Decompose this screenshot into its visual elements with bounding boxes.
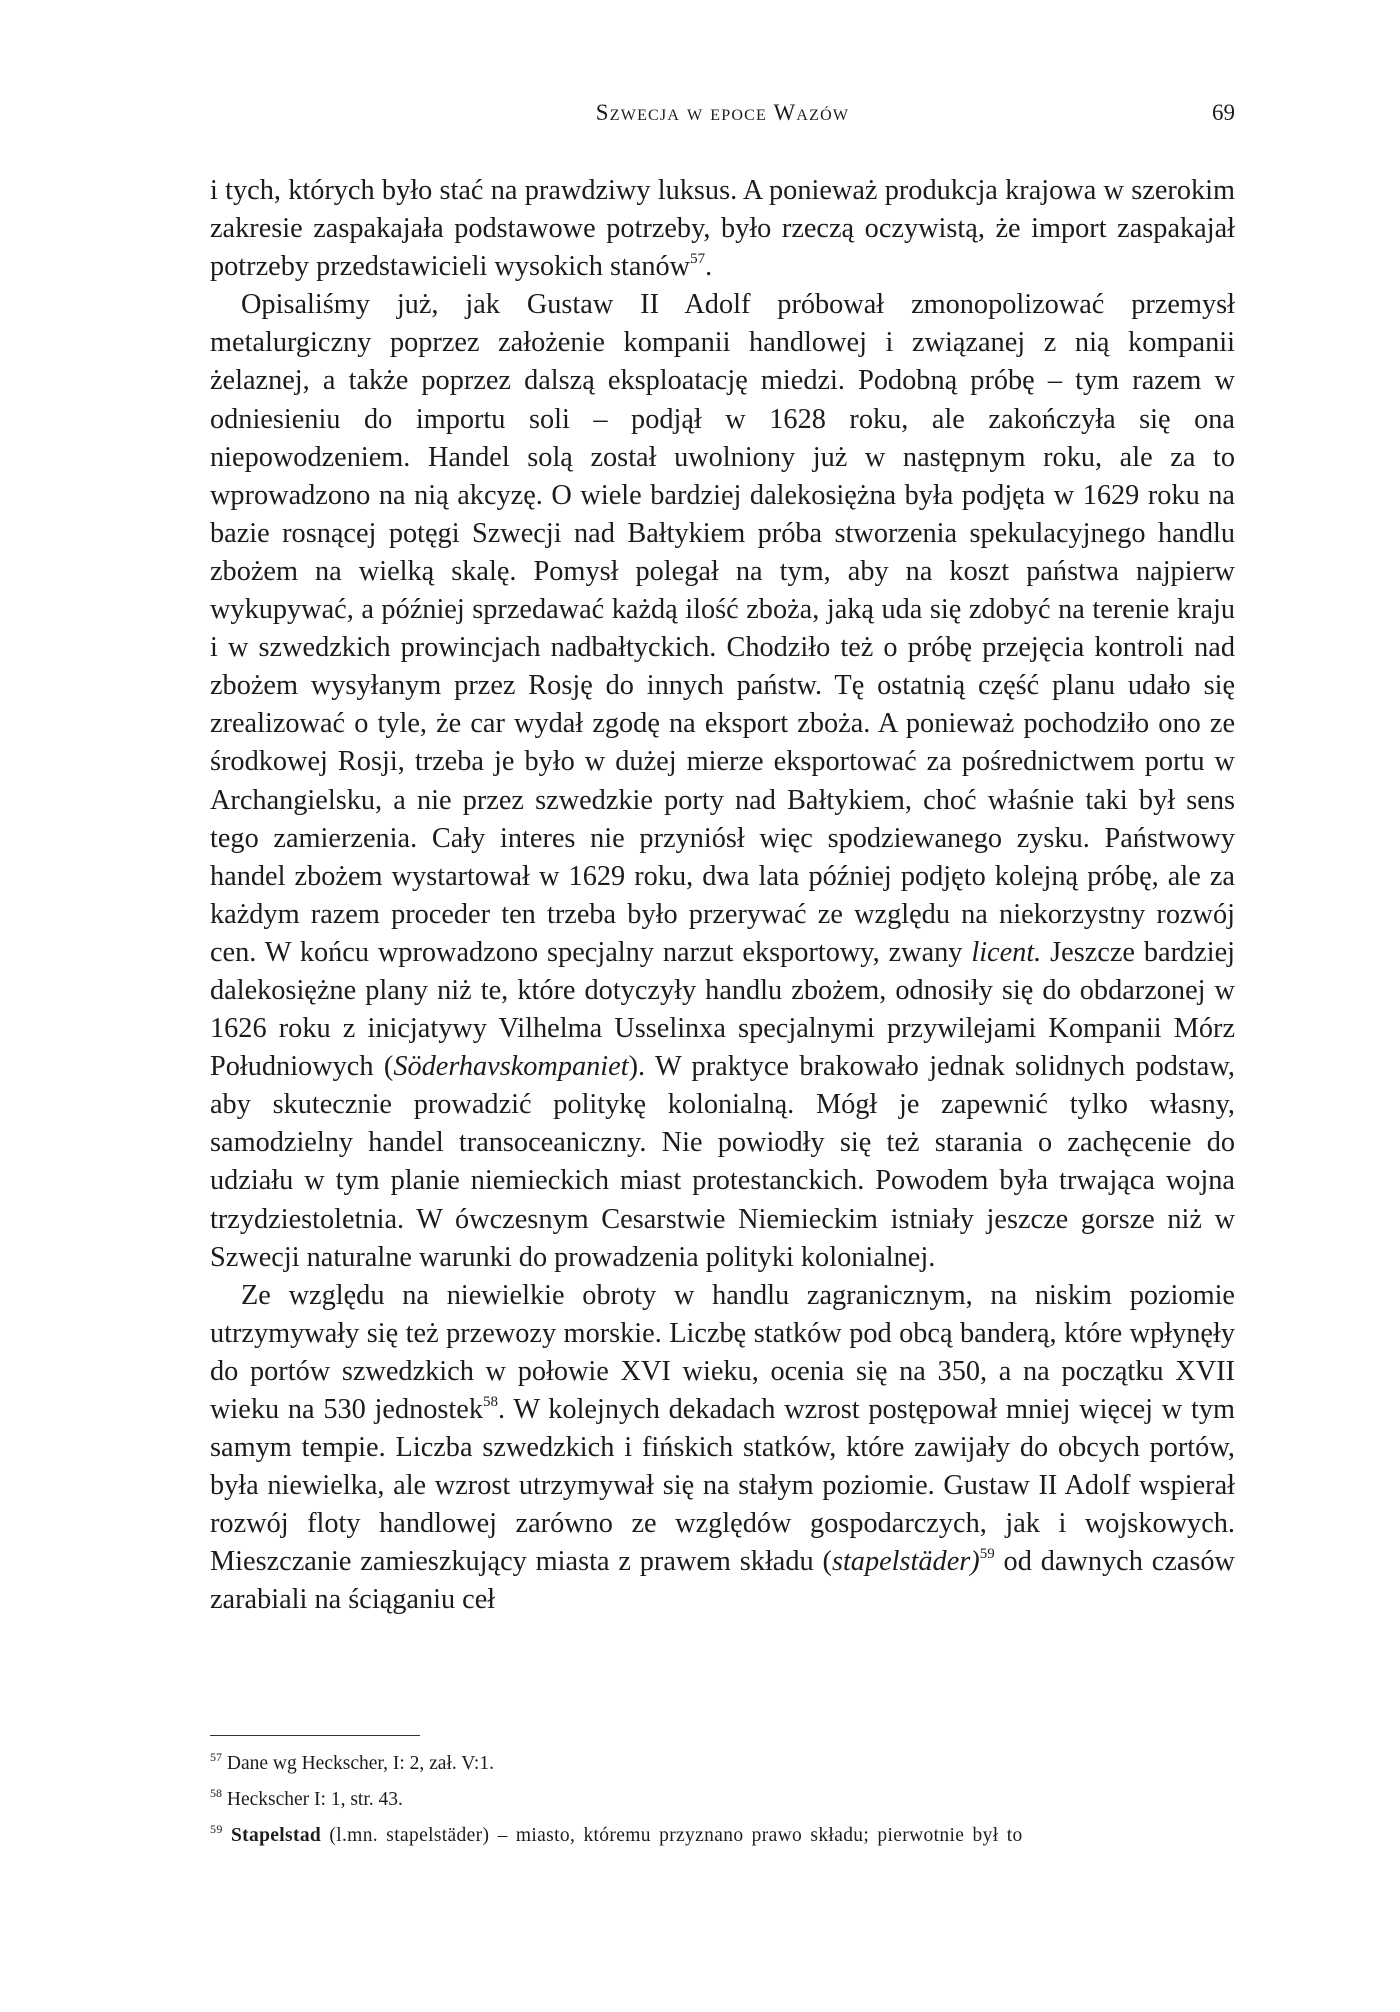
paragraph-1-text: i tych, których było stać na prawdziwy luksus. A ponieważ produkcja krajowa w szerokim zakresie zaspakajała podstawowe potrzeby, było rzeczą oczywistą, że import zaspakajał potrzeby przedstawicieli wysokich stanów <box>210 175 1235 283</box>
footnote-ref-58[interactable]: 58 <box>483 1394 499 1410</box>
footnote-ref-59[interactable]: 59 <box>979 1546 995 1563</box>
footnote-58 <box>210 1788 1235 1811</box>
footnote-ref-57[interactable]: 57 <box>690 251 706 268</box>
term-stapelstader: stapelstäder) <box>831 1546 980 1578</box>
footnotes <box>210 1752 1235 1860</box>
page-number: 69 <box>1212 100 1235 125</box>
footnote-divider <box>210 1735 420 1736</box>
footnote-term: Stapelstad <box>230 1825 322 1846</box>
paragraph-2-text-a: Opisaliśmy już, jak Gustaw II Adolf próbował zmonopolizować przemysł metalurgiczny poprzez założenie kompanii handlowej i związanej z nią kompanii żelaznej, a także poprzez dalszą eksploatację miedzi. Podobną próbę – tym razem w odniesieniu do importu soli – podjął w 1628 roku, ale zakończyła się ona niepowodzeniem. Handel solą został uwolniony już w następnym roku, ale za to wprowadzono na nią akcyzę. O wiele bardziej dalekosiężna była podjęta w 1629 roku na bazie rosnącej potęgi Szwecji nad Bałtykiem próba stworzenia spekulacyjnego handlu zbożem na wielką skalę. Pomysł polegał na tym, aby na koszt państwa najpierw wykupywać, a później sprzedawać każdą ilość zboża, jaką uda się zdobyć na terenie kraju i w szwedzkich prowincjach nadbałtyckich. Chodziło też o próbę przejęcia kontroli nad zbożem wysyłanym przez Rosję do innych państw. Tę ostatnią część planu udało się zrealizować o tyle, że car wydał zgodę na eksport zboża. A ponieważ pochodziło ono ze środkowej Rosji, trzeba je było w dużej mierze eksportować za pośrednictwem portu w Archangielsku, a nie przez szwedzkie porty nad Bałtykiem, choć właśnie taki był sens tego zamierzenia. Cały interes nie przyniósł więc spodziewanego zysku. Państwowy handel zbożem wystartował w 1629 roku, dwa lata później podjęto kolejną próbę, ale za każdym razem proceder ten trzeba było przerywać ze względu na niekorzystny rozwój cen. W końcu wprowadzono specjalny narzut eksportowy, zwany <box>210 289 1235 968</box>
main-text <box>210 172 1235 1620</box>
running-title: Szwecja w epoce Wazów <box>595 100 850 125</box>
paragraph-2-text-b: Jeszcze bardziej dalekosiężne plany niż te, które dotyczyły handlu zbożem, odnosiły się do obdarzonej w 1626 roku z inicjatywy Vilhelma Usselinxa specjalnymi przywilejami Kompanii Mórz Południowych ( <box>210 936 1235 1083</box>
running-head <box>210 100 1235 140</box>
paragraph-2 <box>210 286 1235 1276</box>
footnote-57 <box>210 1752 1235 1775</box>
footnote-text: Dane wg Heckscher, I: 2, zał. V:1. <box>226 1753 494 1774</box>
paragraph-3-text-b: . W kolejnych dekadach wzrost postępował mniej więcej w tym samym tempie. Liczba szwedzkich i fińskich statków, które zawijały do obcych portów, była niewielka, ale wzrost utrzymywał się na stałym poziomie. Gustaw II Adolf wspierał rozwój floty handlowej zarówno ze względów gospodarczych, jak i wojskowych. Mieszczanie zamieszkujący miasta z prawem składu ( <box>210 1394 1235 1578</box>
footnote-number: 57 <box>210 1750 222 1764</box>
footnote-number: 59 <box>210 1822 223 1836</box>
footnote-text: Heckscher I: 1, str. 43. <box>226 1789 403 1810</box>
paragraph-3-text-c: od dawnych czasów zarabiali na ściąganiu ceł <box>210 1546 1235 1616</box>
paragraph-2-text-c: ). W praktyce brakowało jednak solidnych podstaw, aby skutecznie prowadzić politykę kolonialną. Mógł je zapewnić tylko własny, samodzielny handel transoceaniczny. Nie powiodły się też starania o zachęcenie do udziału w tym planie niemieckich miast protestanckich. Powodem była trwająca wojna trzydziestoletnia. W ówczesnym Cesarstwie Niemieckim istniały jeszcze gorsze niż w Szwecji naturalne warunki do prowadzenia polityki kolonialnej. <box>210 1051 1236 1273</box>
paragraph-1-end: . <box>705 251 713 283</box>
book-page <box>210 0 1235 2012</box>
footnote-number: 58 <box>210 1786 222 1800</box>
paragraph-1 <box>210 172 1235 286</box>
footnote-text: (l.mn. stapelstäder) – miasto, któremu przyznano prawo składu; pierwotnie był to <box>321 1825 1023 1846</box>
term-soderhavskompaniet: Söderhavskompaniet <box>393 1051 629 1083</box>
paragraph-3-text-a: Ze względu na niewielkie obroty w handlu zagranicznym, na niskim poziomie utrzymywały się też przewozy morskie. Liczbę statków pod obcą banderą, które wpłynęły do portów szwedzkich w połowie XVI wieku, ocenia się na 350, a na początku XVII wieku na 530 jednostek <box>210 1279 1235 1425</box>
paragraph-3 <box>210 1277 1235 1620</box>
footnote-59 <box>210 1824 1235 1847</box>
term-licent: licent. <box>971 936 1042 968</box>
